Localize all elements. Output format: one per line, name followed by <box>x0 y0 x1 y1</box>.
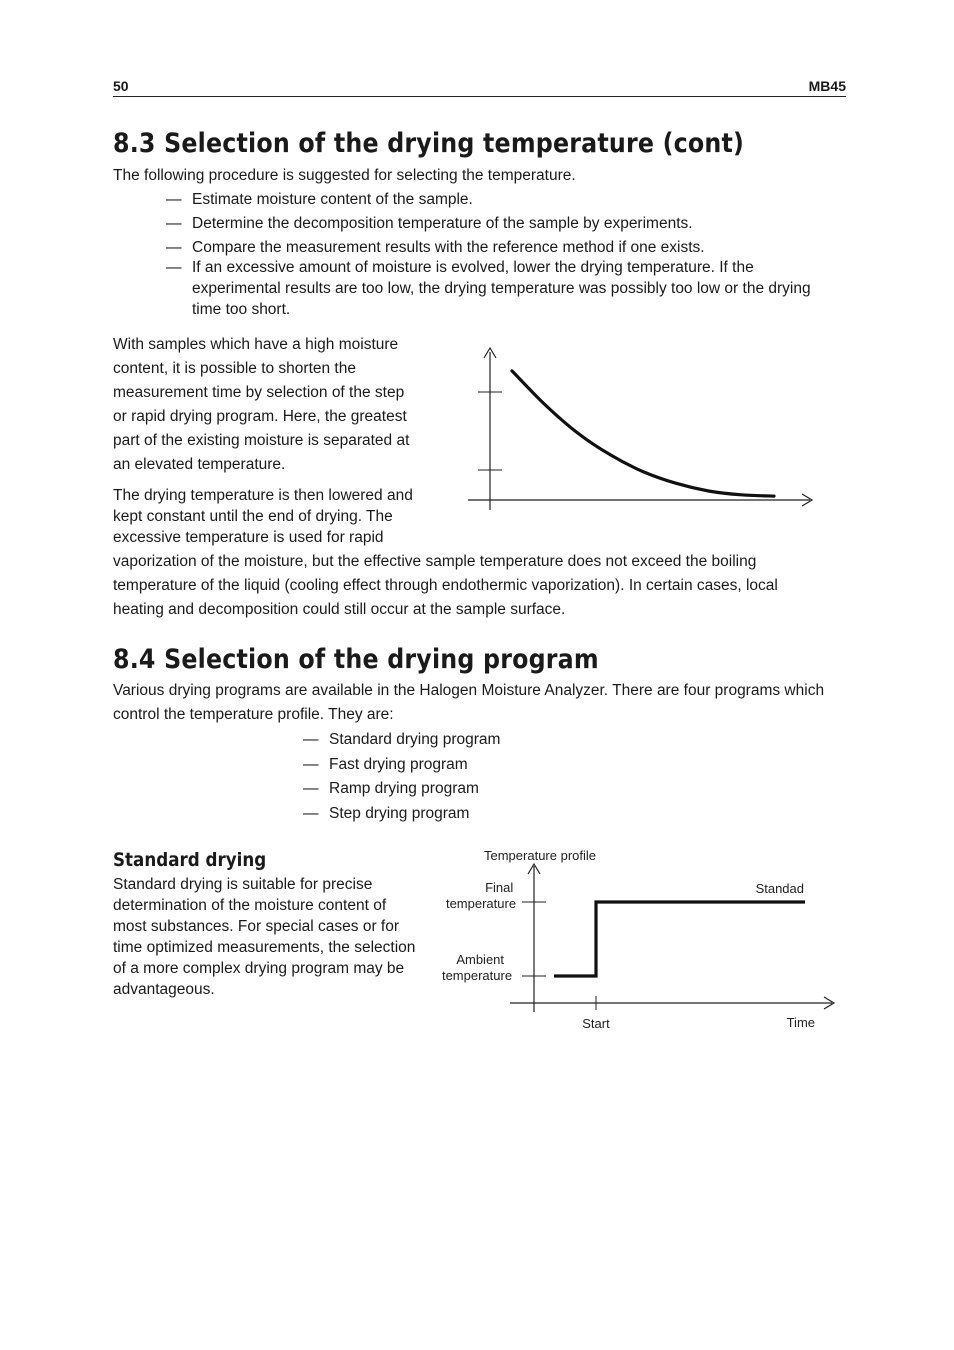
procedure-steps <box>166 188 836 320</box>
series-line-standard <box>554 902 805 976</box>
para-lowered-continued: vaporization of the moisture, but the effective sample temperature does not exceed the boiling temperature of the liquid (cooling effect through endothermic vaporization). In certain cases, local heating and decomposition could still occur at the sample surface. <box>113 553 778 618</box>
list-item: — Step drying program <box>303 804 470 822</box>
para-high-moisture: With samples which have a high moisture content, it is possible to shorten the measurement time by selection of the step or rapid drying program. Here, the greatest part of the existing moisture is separated at an elevated temperature. <box>113 336 410 473</box>
moisture-curve-chart <box>460 340 820 520</box>
list-item: — Compare the measurement results with the reference method if one exists. <box>166 239 705 256</box>
y-tick-label-ambient-line2: temperature <box>441 968 513 983</box>
page-header <box>113 76 846 97</box>
list-item: — If an excessive amount of moisture is evolved, lower the drying temperature. If the experimental results are too low, the drying temperature was possibly too low or the drying time too short. <box>166 259 811 318</box>
standard-drying-heading: Standard drying <box>113 849 267 871</box>
x-tick-label-start: Start <box>582 1016 610 1031</box>
list-item: — Estimate moisture content of the sample. <box>166 191 473 208</box>
standard-drying-text: Standard drying is suitable for precise determination of the moisture content of most substances. For special cases or for time optimized measurements, the selection of a more complex drying program may be advantageous. <box>113 876 416 998</box>
series-label-standard: Standad <box>755 881 804 896</box>
intro-8-4: Various drying programs are available in the Halogen Moisture Analyzer. There are four programs which control the temperature profile. They are: <box>113 682 825 723</box>
section-title-8-4: 8.4 Selection of the drying program <box>113 644 599 675</box>
list-item: — Ramp drying program <box>303 780 479 797</box>
y-tick-label-final-line1: Final <box>485 880 514 895</box>
list-item: — Fast drying program <box>303 755 468 773</box>
y-axis-label: Temperature profile <box>484 848 596 863</box>
program-list <box>303 728 703 826</box>
para-lowered: The drying temperature is then lowered and kept constant until the end of drying. The excessive temperature is used for rapid <box>113 487 413 546</box>
y-tick-label-ambient-line1: Ambient <box>456 952 505 967</box>
intro-8-3: The following procedure is suggested for selecting the temperature. <box>113 167 576 184</box>
list-item: — Standard drying program <box>303 731 501 748</box>
moisture-curve-line <box>512 371 774 496</box>
y-tick-label-final <box>446 880 517 911</box>
section-title-8-3: 8.3 Selection of the drying temperature (cont) <box>113 128 745 159</box>
list-item: — Determine the decomposition temperature of the sample by experiments. <box>166 215 693 232</box>
y-tick-label-final-line2: temperature <box>445 896 517 911</box>
temperature-profile-chart <box>430 842 840 1037</box>
y-tick-label-ambient <box>442 952 512 983</box>
x-axis-label: Time <box>786 1015 815 1030</box>
page-number: 50 <box>113 78 129 94</box>
model-name: MB45 <box>808 78 846 94</box>
